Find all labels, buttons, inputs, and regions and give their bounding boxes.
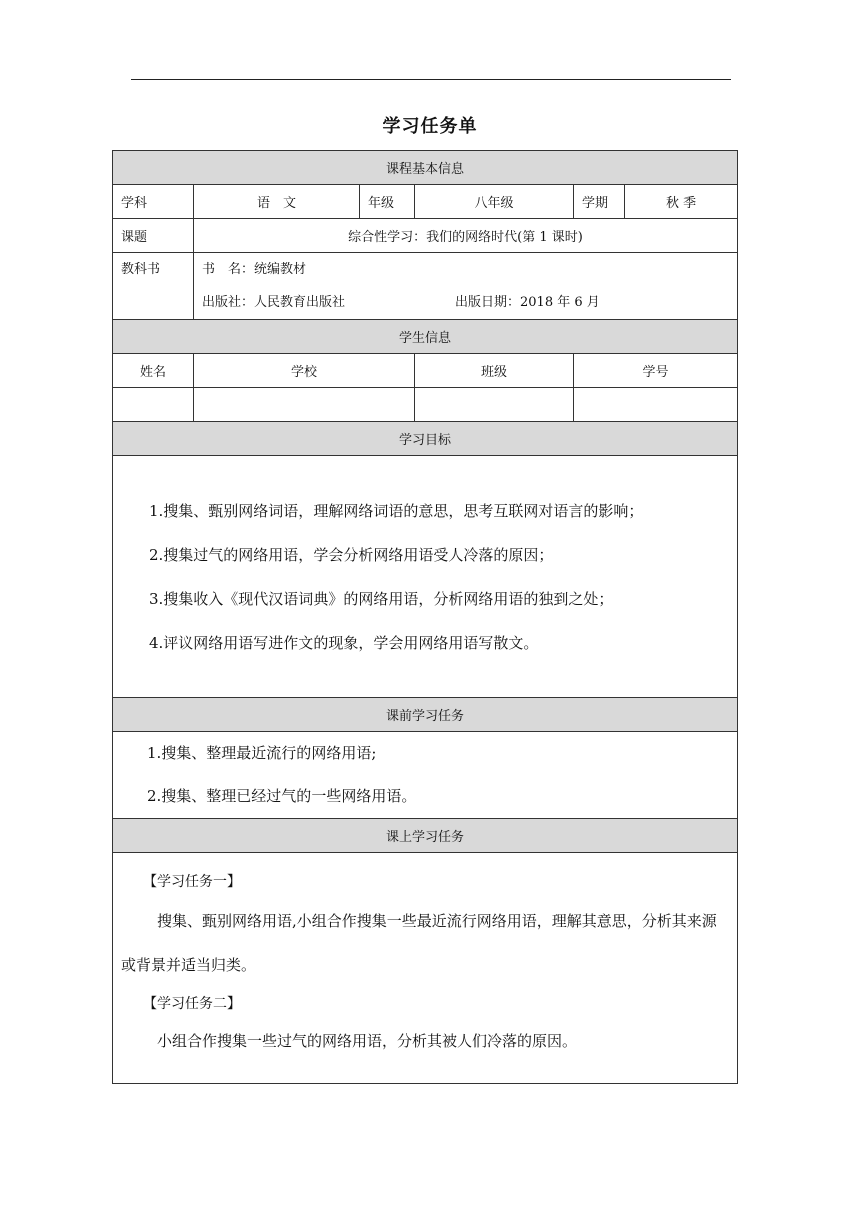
- publish-date: 出版日期：2018 年 6 月: [455, 295, 600, 310]
- section-in-class: 课上学习任务: [113, 819, 738, 853]
- pre-task-item: 2.搜集、整理已经过气的一些网络用语。: [147, 787, 417, 805]
- class-field[interactable]: [415, 388, 574, 422]
- school-header: 学校: [194, 354, 415, 388]
- grade-label: 年级: [360, 185, 415, 219]
- grade-value: 八年级: [415, 185, 574, 219]
- textbook-label-text: 教科书: [121, 262, 161, 277]
- student-id-field[interactable]: [574, 388, 738, 422]
- task-two-title: 【学习任务二】: [143, 996, 241, 1012]
- pre-class-tasks: [113, 732, 738, 819]
- student-name-field[interactable]: [113, 388, 194, 422]
- objectives-list: [113, 456, 738, 698]
- pre-task-item: 1.搜集、整理最近流行的网络用语;: [147, 744, 377, 762]
- term-value: 秋 季: [625, 185, 738, 219]
- school-field[interactable]: [194, 388, 415, 422]
- book-name: 书 名：统编教材: [202, 262, 307, 277]
- subject-label: 学科: [113, 185, 194, 219]
- publisher: 出版社：人民教育出版社: [202, 295, 346, 310]
- student-name-header: 姓名: [113, 354, 194, 388]
- student-id-header: 学号: [574, 354, 738, 388]
- in-class-tasks: [113, 853, 738, 1084]
- textbook-label: [113, 253, 194, 320]
- objective-item: 2.搜集过气的网络用语，学会分析网络用语受人冷落的原因；: [149, 545, 554, 564]
- subject-value: 语 文: [194, 185, 360, 219]
- task-sheet-table: [112, 150, 738, 1084]
- task-one-text: 搜集、甄别网络用语,小组合作搜集一些最近流行网络用语，理解其意思，分析其来源或背景并适当归类。: [121, 912, 717, 974]
- objective-item: 1.搜集、甄别网络词语，理解网络词语的意思，思考互联网对语言的影响；: [149, 501, 644, 520]
- objective-item: 4.评议网络用语写进作文的现象，学会用网络用语写散文。: [149, 633, 539, 652]
- section-student-info: 学生信息: [113, 320, 738, 354]
- class-header: 班级: [415, 354, 574, 388]
- task-two-text: 小组合作搜集一些过气的网络用语，分析其被人们冷落的原因。: [157, 1032, 578, 1050]
- section-basic-info: 课程基本信息: [113, 151, 738, 185]
- section-pre-class: 课前学习任务: [113, 698, 738, 732]
- publisher-line: [202, 286, 729, 319]
- section-objectives: 学习目标: [113, 422, 738, 456]
- topic-label: 课题: [113, 219, 194, 253]
- term-label: 学期: [574, 185, 625, 219]
- document-title: 学习任务单: [382, 116, 478, 137]
- textbook-details: [194, 253, 738, 320]
- header-rule: [131, 79, 731, 80]
- task-one-title: 【学习任务一】: [143, 874, 241, 890]
- objective-item: 3.搜集收入《现代汉语词典》的网络用语，分析网络用语的独到之处；: [149, 589, 614, 608]
- topic-value: 综合性学习：我们的网络时代(第 1 课时): [194, 219, 738, 253]
